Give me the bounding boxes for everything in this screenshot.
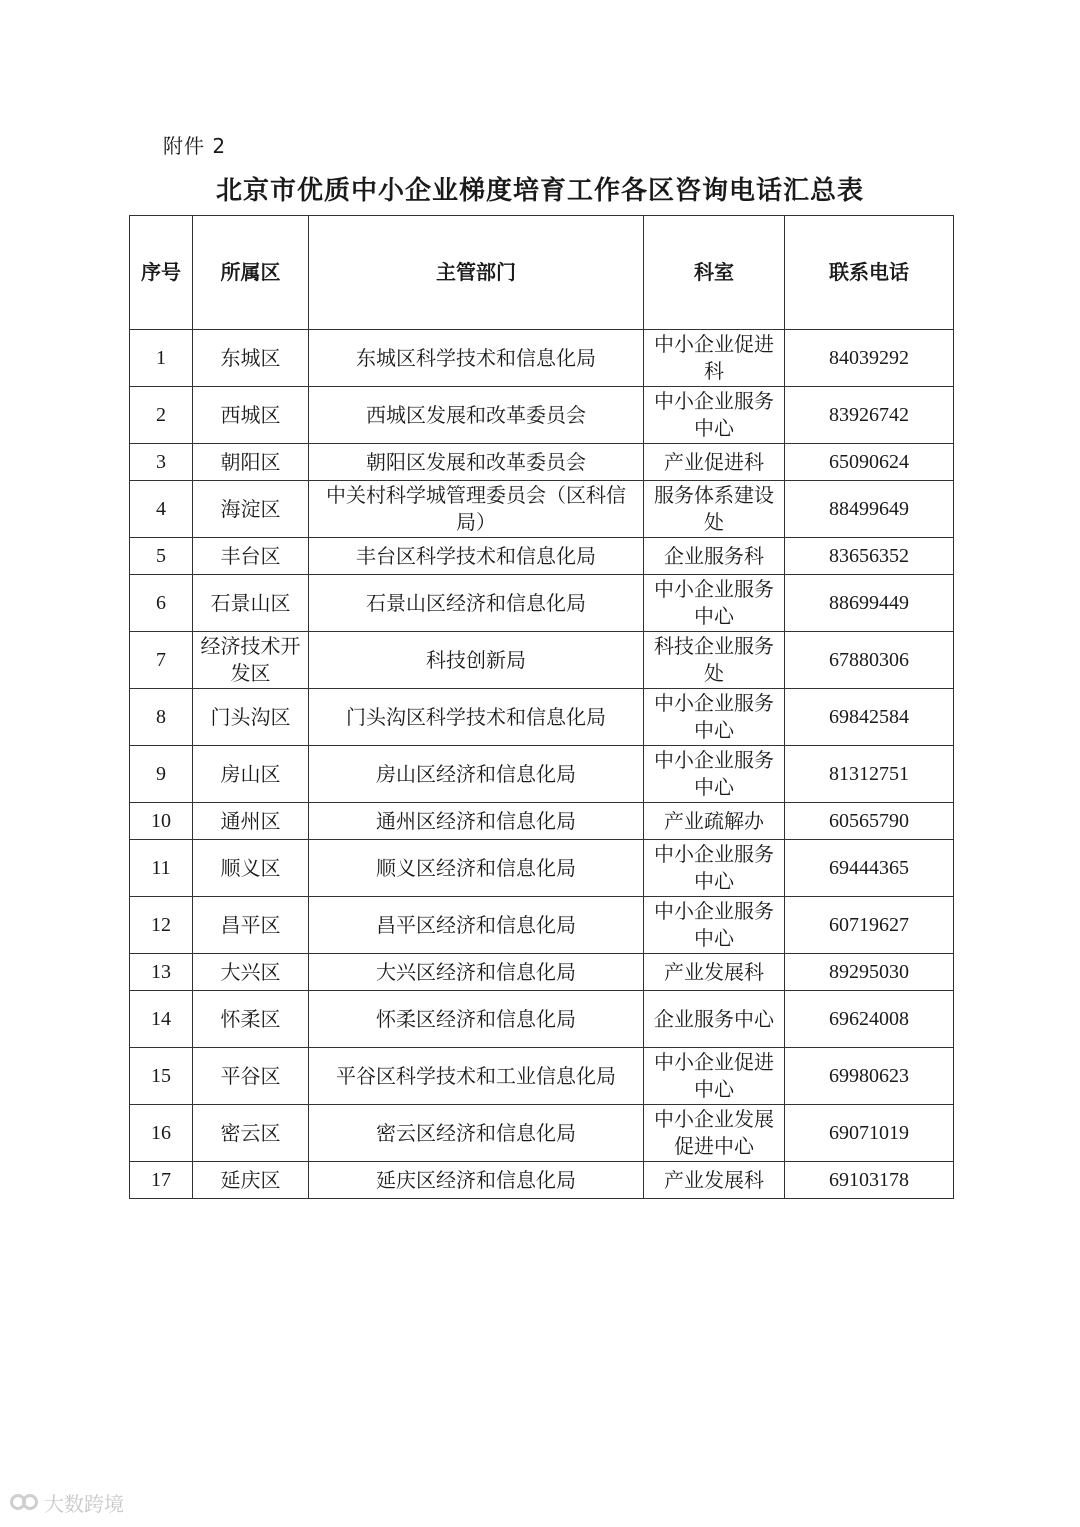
row-department: 西城区发展和改革委员会	[309, 387, 644, 444]
row-district: 朝阳区	[193, 444, 309, 481]
watermark-logo-icon	[10, 1492, 40, 1514]
row-index: 17	[130, 1162, 193, 1199]
row-department: 大兴区经济和信息化局	[309, 954, 644, 991]
row-office: 产业发展科	[644, 1162, 785, 1199]
table-row	[130, 444, 954, 481]
row-department: 昌平区经济和信息化局	[309, 897, 644, 954]
document-title: 北京市优质中小企业梯度培育工作各区咨询电话汇总表	[215, 176, 864, 206]
row-index: 12	[130, 897, 193, 954]
table-row	[130, 954, 954, 991]
row-phone: 84039292	[785, 330, 954, 387]
row-office: 服务体系建设处	[644, 481, 785, 538]
row-district: 平谷区	[193, 1048, 309, 1105]
row-phone: 81312751	[785, 746, 954, 803]
watermark	[10, 1488, 124, 1517]
row-district: 昌平区	[193, 897, 309, 954]
row-phone: 69071019	[785, 1105, 954, 1162]
table-row	[130, 538, 954, 575]
row-phone: 60719627	[785, 897, 954, 954]
row-index: 1	[130, 330, 193, 387]
row-district: 房山区	[193, 746, 309, 803]
row-phone: 69624008	[785, 991, 954, 1048]
row-office: 中小企业服务中心	[644, 897, 785, 954]
table-row	[130, 746, 954, 803]
row-phone: 83926742	[785, 387, 954, 444]
row-office: 中小企业服务中心	[644, 575, 785, 632]
row-index: 6	[130, 575, 193, 632]
row-department: 东城区科学技术和信息化局	[309, 330, 644, 387]
row-department: 怀柔区经济和信息化局	[309, 991, 644, 1048]
row-phone: 69980623	[785, 1048, 954, 1105]
row-office: 企业服务科	[644, 538, 785, 575]
row-phone: 83656352	[785, 538, 954, 575]
row-district: 顺义区	[193, 840, 309, 897]
row-district: 门头沟区	[193, 689, 309, 746]
row-district: 西城区	[193, 387, 309, 444]
row-index: 10	[130, 803, 193, 840]
row-index: 5	[130, 538, 193, 575]
table-header-row	[130, 216, 954, 330]
row-department: 顺义区经济和信息化局	[309, 840, 644, 897]
row-index: 9	[130, 746, 193, 803]
row-index: 13	[130, 954, 193, 991]
row-office: 中小企业服务中心	[644, 840, 785, 897]
row-index: 14	[130, 991, 193, 1048]
table-row	[130, 481, 954, 538]
row-office: 企业服务中心	[644, 991, 785, 1048]
row-phone: 67880306	[785, 632, 954, 689]
row-district: 延庆区	[193, 1162, 309, 1199]
row-office: 中小企业促进中心	[644, 1048, 785, 1105]
table-row	[130, 1162, 954, 1199]
table-row	[130, 803, 954, 840]
row-office: 科技企业服务处	[644, 632, 785, 689]
row-office: 产业疏解办	[644, 803, 785, 840]
row-index: 4	[130, 481, 193, 538]
table-row	[130, 1105, 954, 1162]
row-department: 科技创新局	[309, 632, 644, 689]
attachment-label: 附件 2	[163, 134, 227, 158]
row-department: 门头沟区科学技术和信息化局	[309, 689, 644, 746]
table-row	[130, 387, 954, 444]
header-phone: 联系电话	[785, 216, 954, 330]
contact-table	[129, 215, 954, 1199]
row-office: 产业促进科	[644, 444, 785, 481]
table-row	[130, 330, 954, 387]
row-phone: 69103178	[785, 1162, 954, 1199]
row-index: 16	[130, 1105, 193, 1162]
row-phone: 88699449	[785, 575, 954, 632]
row-index: 15	[130, 1048, 193, 1105]
row-district: 大兴区	[193, 954, 309, 991]
row-phone: 89295030	[785, 954, 954, 991]
row-district: 密云区	[193, 1105, 309, 1162]
watermark-text: 大数跨境	[44, 1492, 124, 1516]
row-index: 8	[130, 689, 193, 746]
row-district: 石景山区	[193, 575, 309, 632]
row-index: 11	[130, 840, 193, 897]
row-district: 东城区	[193, 330, 309, 387]
header-index: 序号	[130, 216, 193, 330]
row-district: 通州区	[193, 803, 309, 840]
row-phone: 65090624	[785, 444, 954, 481]
row-department: 房山区经济和信息化局	[309, 746, 644, 803]
row-office: 中小企业发展促进中心	[644, 1105, 785, 1162]
row-district: 怀柔区	[193, 991, 309, 1048]
table-row	[130, 991, 954, 1048]
row-phone: 69842584	[785, 689, 954, 746]
row-index: 2	[130, 387, 193, 444]
table-row	[130, 897, 954, 954]
row-office: 中小企业服务中心	[644, 387, 785, 444]
row-department: 延庆区经济和信息化局	[309, 1162, 644, 1199]
row-department: 石景山区经济和信息化局	[309, 575, 644, 632]
row-index: 3	[130, 444, 193, 481]
row-department: 朝阳区发展和改革委员会	[309, 444, 644, 481]
header-office: 科室	[644, 216, 785, 330]
table-row	[130, 840, 954, 897]
row-phone: 88499649	[785, 481, 954, 538]
row-office: 中小企业服务中心	[644, 746, 785, 803]
row-district: 海淀区	[193, 481, 309, 538]
table-row	[130, 632, 954, 689]
row-office: 中小企业服务中心	[644, 689, 785, 746]
row-department: 丰台区科学技术和信息化局	[309, 538, 644, 575]
row-department: 中关村科学城管理委员会（区科信局）	[309, 481, 644, 538]
header-district: 所属区	[193, 216, 309, 330]
header-department: 主管部门	[309, 216, 644, 330]
row-office: 产业发展科	[644, 954, 785, 991]
row-department: 密云区经济和信息化局	[309, 1105, 644, 1162]
row-department: 平谷区科学技术和工业信息化局	[309, 1048, 644, 1105]
row-district: 经济技术开发区	[193, 632, 309, 689]
row-department: 通州区经济和信息化局	[309, 803, 644, 840]
row-phone: 69444365	[785, 840, 954, 897]
table-row	[130, 575, 954, 632]
row-index: 7	[130, 632, 193, 689]
row-office: 中小企业促进科	[644, 330, 785, 387]
row-phone: 60565790	[785, 803, 954, 840]
table-row	[130, 689, 954, 746]
table-row	[130, 1048, 954, 1105]
row-district: 丰台区	[193, 538, 309, 575]
